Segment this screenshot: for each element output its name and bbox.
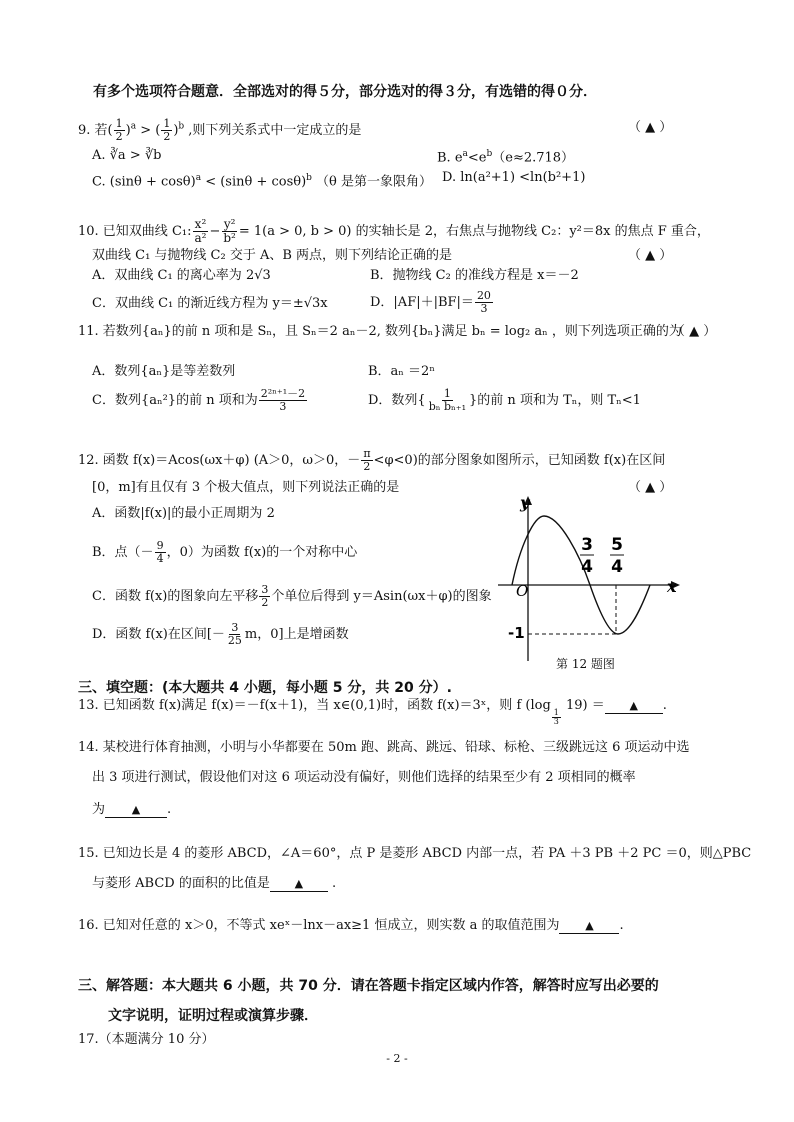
q11-option-d: D．数列{ $\frac{1}{\text{bₙ bₙ₊₁}}$ }的前 n 项和为 Tₙ，则 Tₙ<1 <box>368 387 641 413</box>
q9-stem-d: ) <box>173 123 179 138</box>
q9-half-b: $\frac{1}{2}$ <box>163 117 171 143</box>
q9-stem-c: > ( <box>136 123 161 138</box>
q14-stem-line3: 为 ▲ . <box>92 802 172 817</box>
q11-option-b: B．aₙ ＝2ⁿ <box>368 364 435 379</box>
q16-answer-blank: ▲ <box>559 919 619 934</box>
q9-exp-a: a <box>130 121 137 132</box>
q10-option-d: D．|AF|＋|BF|＝ $\frac{20}{3}$ <box>370 289 491 315</box>
tick2-denominator: 4 <box>611 557 623 577</box>
q12-option-d: D．函数 f(x)在区间[－ $\frac{3}{25}$ m，0]上是增函数 <box>92 621 349 647</box>
q9-exp-b: b <box>178 121 185 132</box>
q9-option-c: C. $(\sin\theta + \cos\theta)^a < (\sin\theta + \cos\theta)^b$ （θ 是第一象限角） <box>92 173 433 190</box>
tick2-numerator: 5 <box>611 535 623 555</box>
origin-label: O <box>516 582 529 600</box>
q14-stem-line2: 出 3 项进行测试，假设他们对这 6 项运动没有偏好，则他们选择的结果至少有 2 项相同的概率 <box>92 770 636 785</box>
q14-stem-line1: 14. 某校进行体育抽测，小明与小华都要在 50m 跑、跳高、跳远、铅球、标枪、三级跳远这 6 项运动中选 <box>78 740 690 755</box>
q9-option-d: D. ln(a²+1) <ln(b²+1) <box>442 170 586 185</box>
q9-stem-b: ) <box>125 123 131 138</box>
q11-mark: （ ▲ ） <box>672 324 717 339</box>
tick1-numerator: 3 <box>581 535 593 555</box>
page-number: - 2 - <box>386 1052 408 1065</box>
section-answer-title-line2: 文字说明，证明过程或演算步骤． <box>108 1008 318 1024</box>
q9-number: 9. <box>78 123 91 138</box>
q13-log-base: $\frac{1}{3}$ <box>553 708 559 726</box>
q11-option-c: C．数列{aₙ²}的前 n 项和为 $\frac{\text{2²ⁿ⁺¹－2}}{3}$ <box>92 387 306 413</box>
q12-option-b: B．点（－ $\frac{9}{4}$ ，0）为函数 f(x)的一个对称中心 <box>92 539 358 565</box>
y-label: y <box>520 493 530 512</box>
q12-graph-caption: 第 12 题图 <box>556 657 615 671</box>
q10-option-b: B．抛物线 C₂ 的准线方程是 x＝－2 <box>370 268 579 283</box>
q10-frac-x: $\frac{\text{x²}}{\text{a²}}$ <box>194 217 207 245</box>
q11-option-a: A．数列{aₙ}是等差数列 <box>92 364 236 379</box>
q15-answer-blank: ▲ <box>270 877 328 892</box>
section-fill-in-title: 三、填空题：(本大题共 4 小题，每小题 5 分，共 20 分）. <box>78 680 452 696</box>
q12-option-c: C．函数 f(x)的图象向左平移 $\frac{3}{2}$ 个单位后得到 y＝Asin(ωx＋φ)的图象 <box>92 583 492 609</box>
q10-option-c: C．双曲线 C₁ 的渐近线方程为 y＝±√3x <box>92 296 328 311</box>
q10-mark: （ ▲ ） <box>628 248 673 263</box>
q13-answer-blank: ▲ <box>605 699 663 714</box>
q10-option-a: A．双曲线 C₁ 的离心率为 2√3 <box>92 268 271 283</box>
q10-frac-d: $\frac{20}{3}$ <box>476 289 491 315</box>
q11-frac-c: $\frac{\text{2²ⁿ⁺¹－2}}{3}$ <box>260 387 306 413</box>
section-answer-title-line1: 三、解答题：本大题共 6 小题，共 70 分．请在答题卡指定区域内作答，解答时应写出必要的 <box>78 978 659 994</box>
q12-frac-c: $\frac{3}{2}$ <box>261 583 269 609</box>
q9-stem-a: 若( <box>94 123 113 138</box>
q11-frac-d: $\frac{1}{\text{bₙ bₙ₊₁}}$ <box>428 387 467 413</box>
q15-stem-line1: 15. 已知边长是 4 的菱形 ABCD，∠A＝60°，点 P 是菱形 ABCD 内部一点，若 PA ＋3 PB ＋2 PC ＝0，则△PBC <box>78 846 752 861</box>
q12-stem-line1: 12. 函数 f(x)＝Acos(ωx＋φ) (A＞0，ω＞0，－ $\frac{\pi}{2}$ <φ<0)的部分图象如图所示，已知函数 f(x)在区间 <box>78 447 666 473</box>
q11-stem: 11. 若数列{aₙ}的前 n 项和是 Sₙ，且 Sₙ＝2 aₙ－2, 数列{bₙ}满足 bₙ = log₂ aₙ ，则下列选项正确的为 <box>78 324 682 339</box>
q13-stem: 13. 已知函数 f(x)满足 f(x)＝－f(x＋1)，当 x∈(0,1)时，函数 f(x)＝3ˣ，则 f (log $\frac{1}{3}$ 19) ＝ ▲ . <box>78 698 667 726</box>
q10-frac-y: $\frac{\text{y²}}{\text{b²}}$ <box>223 217 236 245</box>
q12-option-a: A．函数|f(x)|的最小正周期为 2 <box>92 506 275 521</box>
q12-stem-line2: [0，m]有且仅有 3 个极大值点，则下列说法正确的是 <box>92 480 400 495</box>
q12-frac-b: $\frac{9}{4}$ <box>156 539 164 565</box>
q9-option-a: A. ∛a > ∛b <box>92 148 162 163</box>
q9-half-a: $\frac{1}{2}$ <box>115 117 123 143</box>
q10-stem-line1: 10. 已知双曲线 C₁: $\frac{\text{x²}}{\text{a²}}$ − $\frac{\text{y²}}{\text{b²}}$ = 1(a > 0, b > 0) 的实轴长是 2，右焦点与抛物线 C₂：y²＝8x 的焦点 F 重合， <box>78 217 710 245</box>
section-intro: 有多个选项符合题意．全部选对的得５分，部分选对的得３分，有选错的得０分． <box>93 84 597 100</box>
q9-option-b: B. $e^a<e^b(e\approx 2.718)$ <box>437 149 575 166</box>
q9-stem-e: ,则下列关系式中一定成立的是 <box>184 123 362 138</box>
q14-answer-blank: ▲ <box>105 803 167 818</box>
tick1-denominator: 4 <box>581 557 593 577</box>
q12-mark: （ ▲ ） <box>628 480 673 495</box>
q15-stem-line2: 与菱形 ABCD 的面积的比值是 ▲ . <box>92 876 337 891</box>
min-label: -1 <box>508 624 525 642</box>
q17-heading: 17.（本题满分 10 分） <box>78 1032 215 1047</box>
q12-frac-d: $\frac{3}{25}$ <box>227 621 242 647</box>
q9-mark: （ ▲ ） <box>628 120 673 135</box>
x-label: x <box>667 577 677 596</box>
q12-function-graph <box>490 486 690 666</box>
q10-stem-line2: 双曲线 C₁ 与抛物线 C₂ 交于 A、B 两点，则下列结论正确的是 <box>92 248 453 263</box>
q16-stem: 16. 已知对任意的 x＞0，不等式 xeˣ－lnx－ax≥1 恒成立，则实数 a 的取值范围为 ▲ . <box>78 918 624 933</box>
q12-frac-pi: $\frac{\pi}{2}$ <box>363 447 371 473</box>
q9-stem <box>78 118 361 143</box>
